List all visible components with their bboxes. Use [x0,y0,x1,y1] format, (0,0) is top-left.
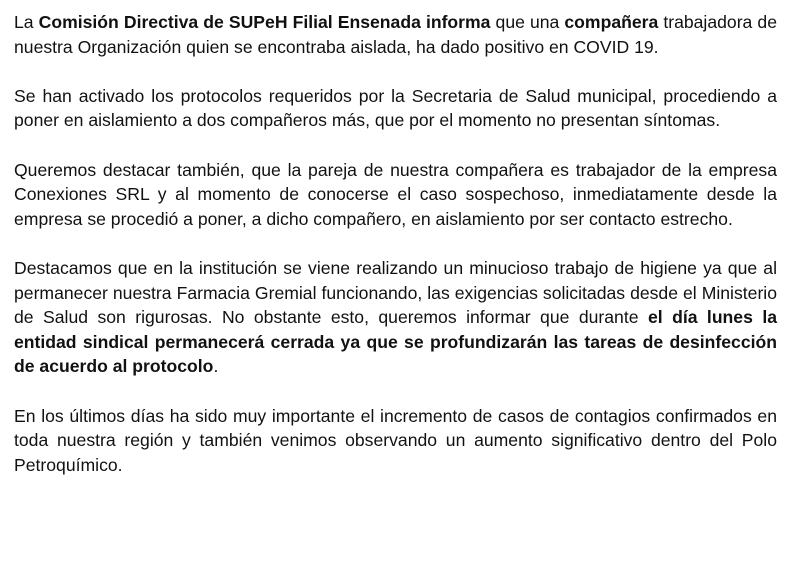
paragraph-5 [14,404,777,478]
text-run: trabajadora de nuestra Organización quien se encontraba aislada, ha dado positivo en COVID 19. [14,12,777,57]
bold-text-run: el día lunes la entidad sindical permanecerá cerrada ya que se profundizarán las tareas de desinfección de acuerdo al protocolo [14,307,777,377]
text-run: Destacamos que en la institución se viene realizando un minucioso trabajo de higiene ya que al permanecer nuestra Farmacia Gremial funcionando, las exigencias solicitadas desde el Ministerio de Salud son rigurosas. No obstante esto, queremos informar que durante [14,257,777,328]
paragraph-3 [14,158,777,232]
text-run: que una [490,12,565,32]
text-run: Queremos destacar también, que la pareja de nuestra compañera es trabajador de la empresa Conexiones SRL y al momento de conocerse el caso sospechoso, inmediatamente desde la empresa se procedió a poner, a dicho compañero, en aislamiento por ser contacto estrecho. [14,159,777,229]
bold-text-run: compañera [564,12,659,32]
text-run: . [213,356,219,377]
paragraph-4 [14,256,777,379]
text-run: La [14,12,39,32]
text-run: Se han activado los protocolos requeridos por la Secretaria de Salud municipal, procediendo a poner en aislamiento a dos compañeros más, que por el momento no presentan síntomas. [14,85,777,131]
text-run: En los últimos días ha sido muy importante el incremento de casos de contagios confirmados en toda nuestra región y también venimos observando un aumento significativo dentro del Polo Petroquímico. [14,405,777,475]
paragraph-1 [14,10,777,59]
bold-text-run: Comisión Directiva de SUPeH Filial Ensenada informa [38,12,491,32]
document-body [14,10,777,502]
paragraph-2 [14,84,777,133]
